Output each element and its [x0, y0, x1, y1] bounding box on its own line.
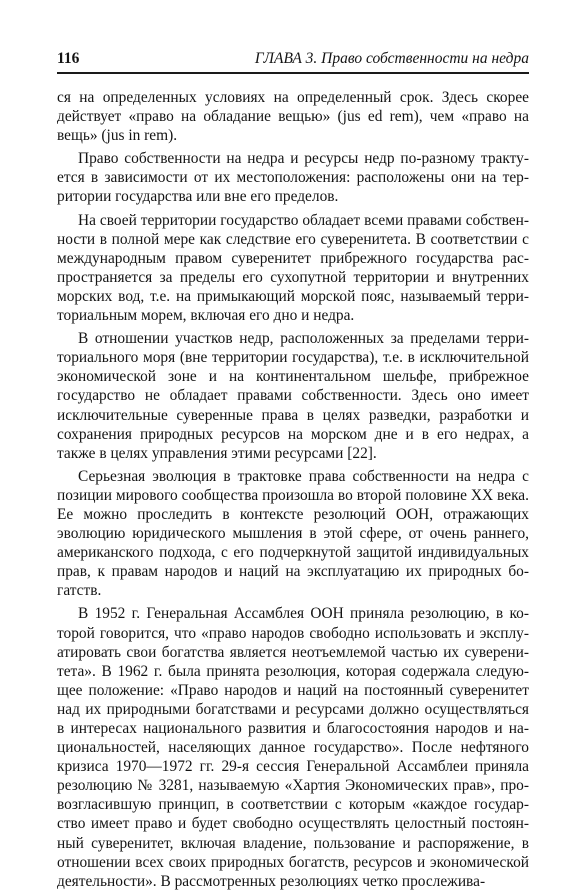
paragraph: В 1952 г. Генеральная Ассамблея ООН приняла резолюцию, в которой говорится, что «право народов свободно использовать и эксплуатировать свои богатства является неотъемлемой частью их суверенитета». В 1962 г. была принята резолюция, которая содержала следующее положение: «Право народов и наций на постоянный суверенитет над их природными богатствами и ресурсами должно осуществляться в интересах национального развития и благосостояния народов и национальностей, населяющих данное государство». После нефтяного кризиса 1970—1972 гг. 29-я сессия Генеральной Ассамблеи приняла резолюцию № 3281, называемую «Хартия Экономических прав», провозгласившую принцип, в соответствии с которым «каждое государство имеет право и будет свободно осуществлять целостный постоянный суверенитет, включая владение, пользование и распоряжение, в отношении всех своих природных богатств, ресурсов и экономической деятельности». В рассмотренных резолюциях четко прослежива- — [57, 605, 529, 890]
paragraph: В отношении участков недр, расположенных за пределами территориального моря (вне территории государства), т.е. в исключительной экономической зоне и на континентальном шельфе, прибрежное государство не обладает правами собственности. Здесь оно имеет исключительные суверенные права в целях разведки, разработки и сохранения природных ресурсов на морском дне и в его недрах, а также в целях управления этими ресурсами [22]. — [57, 330, 529, 462]
running-head: ГЛАВА 3. Право собственности на недра — [254, 50, 529, 67]
paragraph: На своей территории государство обладает всеми правами собственности в полной мере как следствие его суверенитета. В соответствии с международным правом суверенитет прибрежного государства распространяется за пределы его сухопутной территории и внутренних морских вод, т.е. на примыкающий морской пояс, называемый территориальным морем, включая его дно и недра. — [57, 211, 529, 325]
paragraph: Право собственности на недра и ресурсы недр по-разному трактуется в зависимости от их местоположения: расположены они на территории государства или вне его пределов. — [57, 150, 529, 206]
page-number: 116 — [57, 50, 80, 67]
paragraph: Серьезная эволюция в трактовке права собственности на недра с позиции мирового сообщества произошла во второй половине XX века. Ее можно проследить в контексте резолюций ООН, отражающих эволюцию юридического мышления в этой сфере, от очень раннего, американского подхода, с его подчеркнутой защитой индивидуальных прав, к правам народов и наций на эксплуатацию их природных богатств. — [57, 467, 529, 600]
body-text — [57, 88, 529, 895]
page-header — [57, 48, 529, 74]
paragraph-continuation: ся на определенных условиях на определенный срок. Здесь скорее действует «право на обладание вещью» (jus ed rem), чем «право на вещь» (jus in rem). — [57, 89, 529, 145]
